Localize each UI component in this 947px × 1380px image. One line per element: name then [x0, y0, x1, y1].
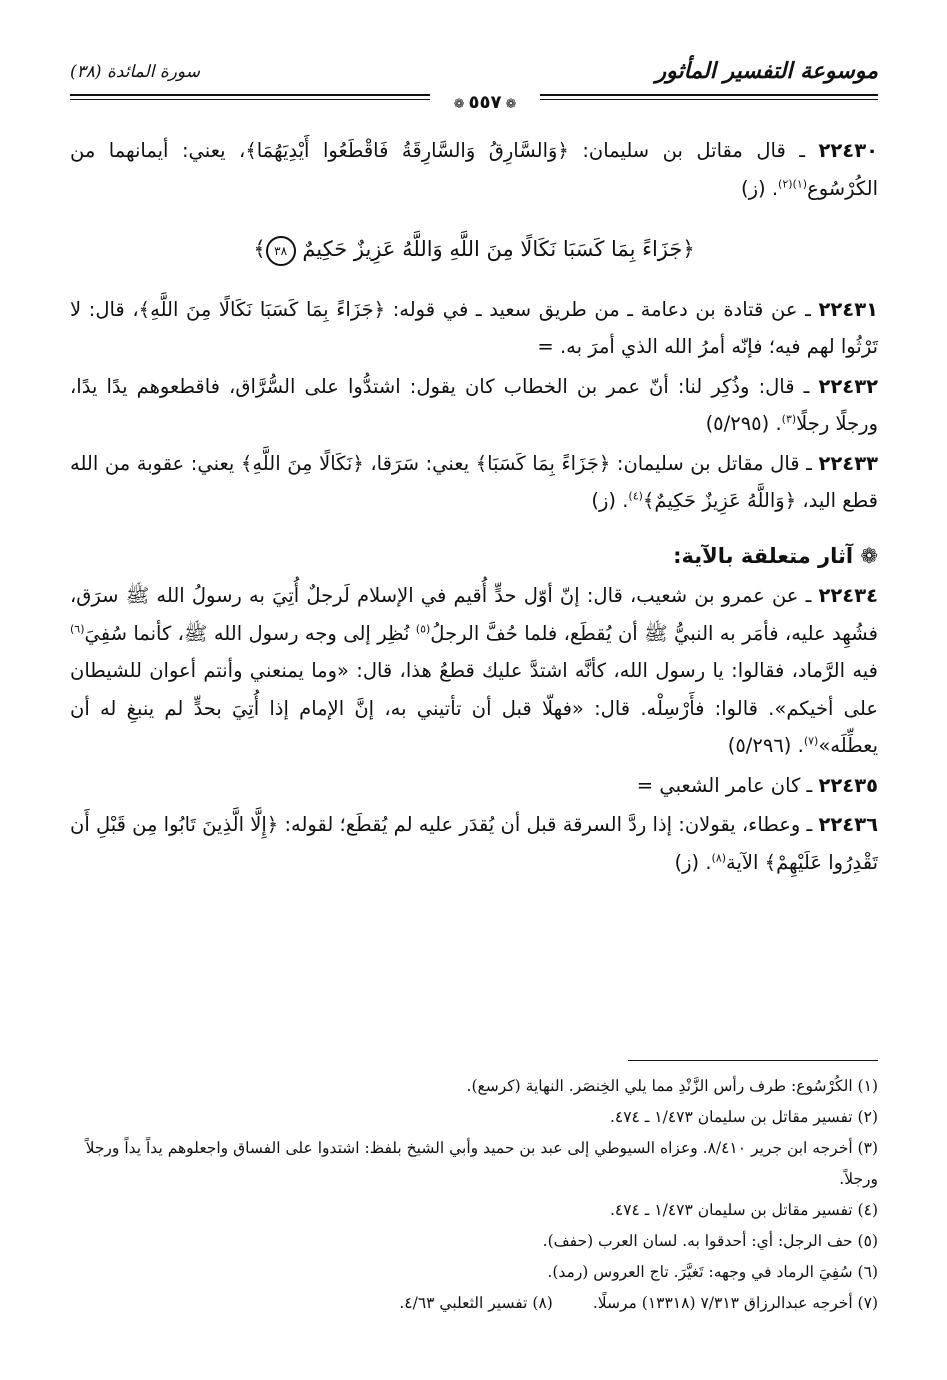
entry-text: ـ وعطاء، يقولان: إذا ردَّ السرقة قبل أن يُقدَر عليه لم يُقطَع؛ لقوله: ﴿إِلَّا الَّذِينَ تَابُوا مِن قَبْلِ أَن تَقْدِرُوا عَلَيْهِمْ﴾ الآية [70, 813, 878, 874]
entry-tail: . (ز) [674, 850, 712, 874]
entry-22433 [70, 445, 878, 520]
footnote-ref[interactable]: (١)(٢) [778, 177, 808, 190]
page-number: ❁ ٥٥٧ ❁ [430, 92, 540, 113]
surah-label: سورة المائدة (٣٨) [70, 62, 200, 82]
entry-text: ـ قال مقاتل بن سليمان: ﴿وَالسَّارِقُ وَالسَّارِقَةُ فَاقْطَعُوا أَيْدِيَهُمَا﴾، يعني: أيمانهما من الكُرْسُوع [70, 139, 878, 200]
footnote-5: (٥) حف الرجل: أي: أحدقوا به. لسان العرب (حفف). [542, 1232, 878, 1250]
entry-text: ـ عن قتادة بن دعامة ـ من طريق سعيد ـ في قوله: ﴿جَزَاءً بِمَا كَسَبَا نَكَالًا مِنَ اللَّهِ﴾، قال: لا تَرْثُوا لهم فيه؛ فإنّه أمرُ الله الذي أمرَ به. = [70, 297, 878, 358]
footnote-ref[interactable]: (٣) [781, 412, 797, 426]
footnotes [70, 1060, 878, 1319]
footnote-2: (٢) تفسير مقاتل بن سليمان ١/٤٧٣ ـ ٤٧٤. [609, 1108, 878, 1126]
quran-verse [70, 231, 878, 269]
footnote-ref[interactable]: (٤) [628, 489, 643, 503]
entry-tail: . (٥/٢٩٦) [727, 734, 804, 757]
entry-text: ـ كان عامر الشعبي = [636, 773, 813, 797]
entry-text: ـ قال: وذُكِر لنا: أنّ عمر بن الخطاب كان يقول: اشتدُّوا على السُّرَّاق، فاقطعوهم يدًا يدًا، ورجلًا رجلًا [70, 374, 878, 435]
entry-text: ـ عن عمرو بن شعيب، قال: إنّ أوّل حدٍّ أُقيم في الإسلام لَرجلٌ أُتِيَ به رسولُ الله ﷺ سرَق، فشُهِد عليه، فأمَر به النبيُّ ﷺ أن يُقطَع، فلما حُفَّ الرجلُ [70, 584, 878, 645]
main-text [70, 132, 878, 883]
ornament-right-icon: ❁ [505, 97, 517, 112]
entry-tail: . (ز) [741, 176, 779, 200]
footnote-ref[interactable]: (٥) [415, 622, 431, 635]
footnote-3: (٣) أخرجه ابن جرير ٨/٤١٠. وعزاه السيوطي إلى عبد بن حميد وأبي الشيخ بلفظ: اشتدوا على الفساق واجعلوهم يداً يداً ورجلاً ورجلاً. [85, 1139, 878, 1188]
entry-22432 [70, 368, 878, 443]
footnote-ref[interactable]: (٦) [70, 622, 85, 635]
verse-bracket-close: ﴾ [253, 237, 266, 261]
ornament-left-icon: ❁ [453, 97, 465, 112]
entry-tail: . (٥/٢٩٥) [705, 412, 782, 435]
entry-text-3: فيه الرَّماد، فقالوا: يا رسول الله، كأنَّه اشتدَّ عليك قطعُ هذا، قال: «وما يمنعني وأنتم أعوان للشيطان على أخيكم». قالوا: فأَرْسِلْه. قال: «فهلّا قبل أن تأتيني به، إنَّ الإمام إذا أُتِيَ بحدٍّ لم ينبغِ له أن يعطِّلَه» [70, 659, 878, 757]
entry-number: ٢٢٤٣٤ [818, 584, 878, 607]
footnote-ref[interactable]: (٨) [711, 851, 727, 864]
entry-22431 [70, 291, 878, 366]
entry-number: ٢٢٤٣٠ [818, 139, 879, 162]
footnote-6: (٦) سُفِيَ الرماد في وجهه: تَغيَّرَ. تاج العروس (رمد). [547, 1263, 878, 1281]
entry-text-2: نُظِر إلى وجه رسول الله ﷺ، كأنما سُفِيَ [84, 621, 410, 645]
entry-number: ٢٢٤٣٥ [818, 773, 878, 797]
entry-tail: . (ز) [591, 489, 629, 512]
book-page [70, 50, 878, 1350]
page-header [70, 58, 878, 92]
verse-text: ﴿جَزَاءً بِمَا كَسَبَا نَكَالًا مِنَ اللَّهِ وَاللَّهُ عَزِيزٌ حَكِيمٌ [302, 237, 695, 261]
entry-number: ٢٢٤٣١ [818, 297, 878, 321]
entry-number: ٢٢٤٣٣ [818, 451, 878, 475]
entry-22435 [70, 767, 878, 805]
verse-number-badge: ٣٨ [266, 236, 296, 266]
entry-22430 [70, 132, 878, 207]
entry-22434 [70, 577, 878, 765]
section-heading: ❁ آثار متعلقة بالآية: [673, 543, 878, 568]
book-title: موسوعة التفسير المأثور [655, 58, 878, 84]
footnote-1: (١) الكُرْسُوع: طرف رأس الزَّنْدِ مما يلي الخِنصَر. النهاية (كرسع). [466, 1077, 878, 1095]
footnote-4: (٤) تفسير مقاتل بن سليمان ١/٤٧٣ ـ ٤٧٤. [609, 1201, 878, 1219]
footnote-row-7-8 [70, 1288, 878, 1319]
footnote-ref[interactable]: (٧) [803, 734, 819, 748]
entry-number: ٢٢٤٣٦ [818, 813, 879, 836]
footnote-divider [628, 1060, 878, 1061]
entry-text: ـ قال مقاتل بن سليمان: ﴿جَزَاءً بِمَا كَسَبَا﴾ يعني: سَرَقا، ﴿نَكَالًا مِنَ اللَّهِ﴾ يعني: عقوبة من الله قطع اليد، ﴿وَاللَّهُ عَزِيزٌ حَكِيمٌ﴾ [70, 451, 878, 512]
footnote-8: (٨) تفسير الثعلبي ٤/٦٣. [399, 1294, 553, 1312]
entry-22436 [70, 806, 878, 881]
footnote-7: (٧) أخرجه عبدالرزاق ٧/٣١٣ (١٣٣١٨) مرسلًا. [592, 1294, 878, 1312]
entry-number: ٢٢٤٣٢ [818, 374, 878, 398]
header-rule [70, 90, 878, 116]
